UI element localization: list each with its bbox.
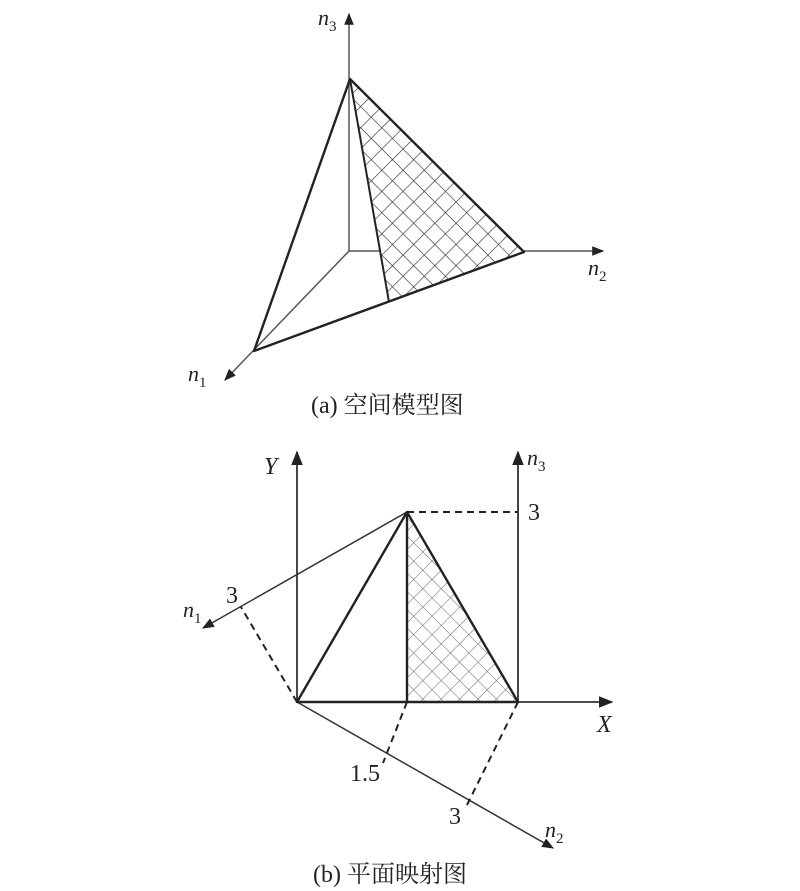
- n2-label-b: $n_2$: [545, 817, 564, 847]
- n1-axis-b: [203, 512, 407, 628]
- n1-axis-a: [225, 251, 349, 380]
- spatial-model-diagram: [188, 5, 607, 419]
- n2-label-a: $n_2$: [588, 255, 607, 285]
- plane-mapping-diagram: [183, 445, 613, 888]
- hatched-face-a: [350, 79, 524, 302]
- n3-label-b: $n_3$: [527, 445, 546, 475]
- dash-right-b: [466, 702, 518, 807]
- n2-axis-b: [297, 702, 553, 848]
- caption-b: (b) 平面映射图: [313, 862, 467, 888]
- n2-mid-tick-label: 1.5: [350, 761, 380, 787]
- n1-tick-label: 3: [226, 583, 238, 609]
- n1-label-b: $n_1$: [183, 597, 202, 627]
- caption-a: (a) 空间模型图: [311, 393, 464, 419]
- n3-label-a: $n_3$: [318, 5, 337, 35]
- n3-tick-label: 3: [528, 500, 540, 526]
- dash-n1-b: [241, 607, 297, 702]
- n1-label-a: $n_1$: [188, 361, 207, 391]
- n2-tick-label: 3: [449, 804, 461, 830]
- x-label-b: X: [597, 712, 612, 738]
- y-label-b: Y: [264, 454, 278, 480]
